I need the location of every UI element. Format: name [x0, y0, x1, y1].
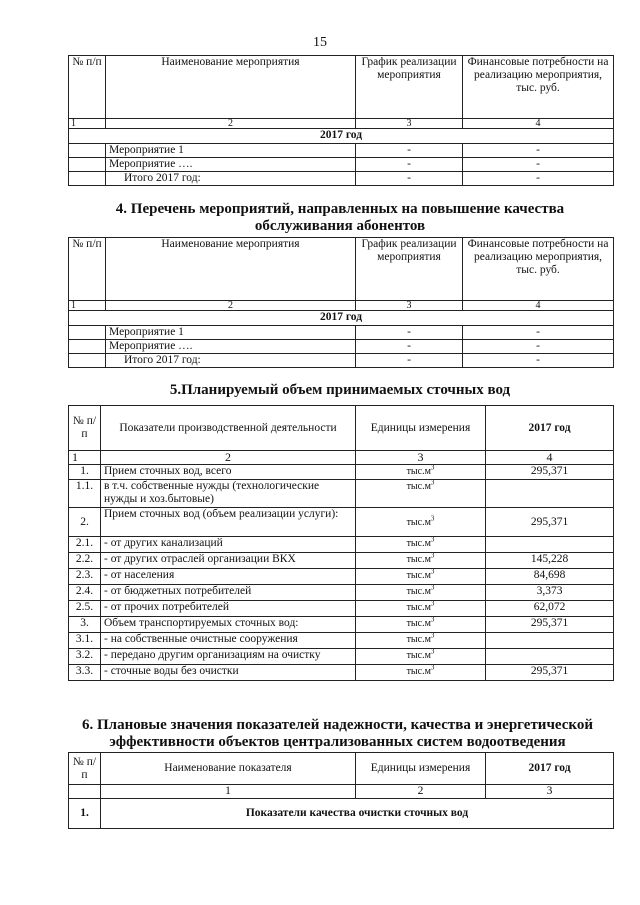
- row-name: - от других канализаций: [101, 537, 356, 553]
- unit-superscript: 3: [430, 479, 435, 487]
- row-value: 62,072: [486, 601, 614, 617]
- table-wastewater-volume: [68, 405, 614, 681]
- table-activities-2: [68, 237, 614, 368]
- row-finance: -: [463, 144, 614, 158]
- row-number: 2.4.: [69, 585, 101, 601]
- row-name: Мероприятие ….: [106, 340, 356, 354]
- row-number: 3.: [69, 617, 101, 633]
- row-name: Мероприятие ….: [106, 158, 356, 172]
- row-name: - от других отраслей организации ВКХ: [101, 553, 356, 569]
- unit-superscript: 3: [430, 616, 435, 624]
- table-row: [69, 508, 614, 537]
- row-name: Прием сточных вод (объем реализации услуги):: [101, 508, 356, 537]
- row-number: 1.1.: [69, 480, 101, 508]
- row-value: 84,698: [486, 569, 614, 585]
- column-numbers-row: [69, 785, 614, 799]
- unit-text: тыс.м: [406, 481, 431, 492]
- unit-text: тыс.м: [406, 554, 431, 565]
- column-numbers-row: [69, 451, 614, 465]
- header-unit: Единицы измерения: [356, 406, 486, 451]
- table-row: [69, 553, 614, 569]
- year-row: 2017 год: [69, 129, 614, 144]
- col-number-1: 1: [69, 301, 106, 311]
- header-number: № п/п: [69, 56, 106, 119]
- unit-superscript: 3: [430, 632, 435, 640]
- col-number-3: 3: [486, 785, 614, 799]
- section-row-title: Показатели качества очистки сточных вод: [101, 799, 614, 829]
- table-row: [69, 537, 614, 553]
- unit-superscript: 3: [430, 664, 435, 672]
- col-number-3: 3: [356, 301, 463, 311]
- row-value: [486, 649, 614, 665]
- unit-superscript: 3: [430, 568, 435, 576]
- row-value: [486, 633, 614, 649]
- header-schedule: График реализации мероприятия: [356, 56, 463, 119]
- table-row: [69, 326, 614, 340]
- header-finance: Финансовые потребности на реализацию мероприятия, тыс. руб.: [463, 238, 614, 301]
- section-5-title: 5.Планируемый объем принимаемых сточных вод: [169, 382, 511, 398]
- unit-superscript: 3: [430, 514, 435, 523]
- col-number-2: 2: [356, 785, 486, 799]
- row-value: 295,371: [486, 508, 614, 537]
- row-name: - передано другим организациям на очистку: [101, 649, 356, 665]
- header-finance: Финансовые потребности на реализацию мероприятия, тыс. руб.: [463, 56, 614, 119]
- unit-text: тыс.м: [406, 570, 431, 581]
- unit-text: тыс.м: [406, 602, 431, 613]
- unit-text: тыс.м: [406, 466, 431, 477]
- table-row: [69, 172, 614, 186]
- row-unit: [356, 665, 486, 681]
- row-finance: -: [463, 340, 614, 354]
- unit-text: тыс.м: [406, 538, 431, 549]
- unit-text: тыс.м: [406, 516, 431, 528]
- row-unit: [356, 633, 486, 649]
- table-row: [69, 465, 614, 480]
- row-value: 295,371: [486, 465, 614, 480]
- table-row: [69, 617, 614, 633]
- header-year: 2017 год: [486, 753, 614, 785]
- header-number: № п/п: [69, 753, 101, 785]
- col-number-4: 4: [463, 119, 614, 129]
- table-row: [69, 144, 614, 158]
- unit-text: тыс.м: [406, 666, 431, 677]
- row-name: Объем транспортируемых сточных вод:: [101, 617, 356, 633]
- col-number-2: 2: [106, 301, 356, 311]
- row-name: - от населения: [101, 569, 356, 585]
- table-activities-1: [68, 55, 614, 186]
- col-number-2: 2: [101, 451, 356, 465]
- col-number-4: 4: [486, 451, 614, 465]
- col-number-2: 2: [106, 119, 356, 129]
- table-row: [69, 354, 614, 368]
- page-number: 15: [313, 35, 327, 50]
- row-schedule: -: [356, 144, 463, 158]
- header-number: № п/п: [69, 238, 106, 301]
- table-row: [69, 340, 614, 354]
- unit-superscript: 3: [430, 600, 435, 608]
- row-value: 295,371: [486, 665, 614, 681]
- row-value: [486, 537, 614, 553]
- row-number: 3.3.: [69, 665, 101, 681]
- row-number: 1.: [69, 799, 101, 829]
- unit-superscript: 3: [430, 648, 435, 656]
- row-name: Итого 2017 год:: [106, 354, 356, 368]
- row-value: 3,373: [486, 585, 614, 601]
- row-number: 3.2.: [69, 649, 101, 665]
- unit-superscript: 3: [430, 552, 435, 560]
- row-unit: [356, 617, 486, 633]
- header-schedule: График реализации мероприятия: [356, 238, 463, 301]
- section-4-title: 4. Перечень мероприятий, направленных на повышение качества обслуживания абонентов: [115, 201, 565, 234]
- row-name: - от бюджетных потребителей: [101, 585, 356, 601]
- header-number: № п/п: [69, 406, 101, 451]
- header-year: 2017 год: [486, 406, 614, 451]
- row-name: - на собственные очистные сооружения: [101, 633, 356, 649]
- row-name: Прием сточных вод, всего: [101, 465, 356, 480]
- header-name: Наименование мероприятия: [106, 238, 356, 301]
- row-name: в т.ч. собственные нужды (технологические нужды и хоз.бытовые): [101, 480, 356, 508]
- row-unit: [356, 480, 486, 508]
- row-name: - от прочих потребителей: [101, 601, 356, 617]
- row-name: Итого 2017 год:: [106, 172, 356, 186]
- header-name: Наименование мероприятия: [106, 56, 356, 119]
- row-name: Мероприятие 1: [106, 326, 356, 340]
- header-indicator-name: Наименование показателя: [101, 753, 356, 785]
- unit-text: тыс.м: [406, 650, 431, 661]
- col-number-1: 1: [69, 119, 106, 129]
- unit-text: тыс.м: [406, 634, 431, 645]
- row-number: 2.2.: [69, 553, 101, 569]
- row-finance: -: [463, 354, 614, 368]
- table-row: [69, 585, 614, 601]
- row-schedule: -: [356, 326, 463, 340]
- row-finance: -: [463, 326, 614, 340]
- table-reliability-indicators: [68, 752, 614, 829]
- header-unit: Единицы измерения: [356, 753, 486, 785]
- row-number: 2.3.: [69, 569, 101, 585]
- row-unit: [356, 508, 486, 537]
- col-number-3: 3: [356, 119, 463, 129]
- row-number: 1.: [69, 465, 101, 480]
- row-number: 2.1.: [69, 537, 101, 553]
- table-row: [69, 158, 614, 172]
- row-schedule: -: [356, 354, 463, 368]
- row-number: 2.5.: [69, 601, 101, 617]
- table-row: [69, 665, 614, 681]
- col-number-1: 1: [69, 451, 101, 465]
- row-unit: [356, 553, 486, 569]
- row-unit: [356, 569, 486, 585]
- row-schedule: -: [356, 340, 463, 354]
- row-schedule: -: [356, 172, 463, 186]
- row-value: [486, 480, 614, 508]
- row-unit: [356, 585, 486, 601]
- row-number: 2.: [69, 508, 101, 537]
- row-name: Мероприятие 1: [106, 144, 356, 158]
- row-schedule: -: [356, 158, 463, 172]
- table-row: [69, 799, 614, 829]
- table-row: [69, 480, 614, 508]
- row-unit: [356, 465, 486, 480]
- unit-superscript: 3: [430, 536, 435, 544]
- table-row: [69, 569, 614, 585]
- row-finance: -: [463, 158, 614, 172]
- row-name: - сточные воды без очистки: [101, 665, 356, 681]
- row-unit: [356, 649, 486, 665]
- row-unit: [356, 601, 486, 617]
- table-row: [69, 633, 614, 649]
- section-6-title: 6. Плановые значения показателей надежности, качества и энергетической эффективности объектов централизованных систем водоотведения: [81, 717, 593, 750]
- row-value: 295,371: [486, 617, 614, 633]
- unit-superscript: 3: [430, 584, 435, 592]
- unit-text: тыс.м: [406, 586, 431, 597]
- header-indicator: Показатели производственной деятельности: [101, 406, 356, 451]
- unit-superscript: 3: [430, 464, 435, 472]
- col-number-4: 4: [463, 301, 614, 311]
- table-row: [69, 649, 614, 665]
- row-value: 145,228: [486, 553, 614, 569]
- unit-text: тыс.м: [406, 618, 431, 629]
- col-number-3: 3: [356, 451, 486, 465]
- table-row: [69, 601, 614, 617]
- row-unit: [356, 537, 486, 553]
- col-number-1: 1: [101, 785, 356, 799]
- row-number: 3.1.: [69, 633, 101, 649]
- row-finance: -: [463, 172, 614, 186]
- year-row: 2017 год: [69, 311, 614, 326]
